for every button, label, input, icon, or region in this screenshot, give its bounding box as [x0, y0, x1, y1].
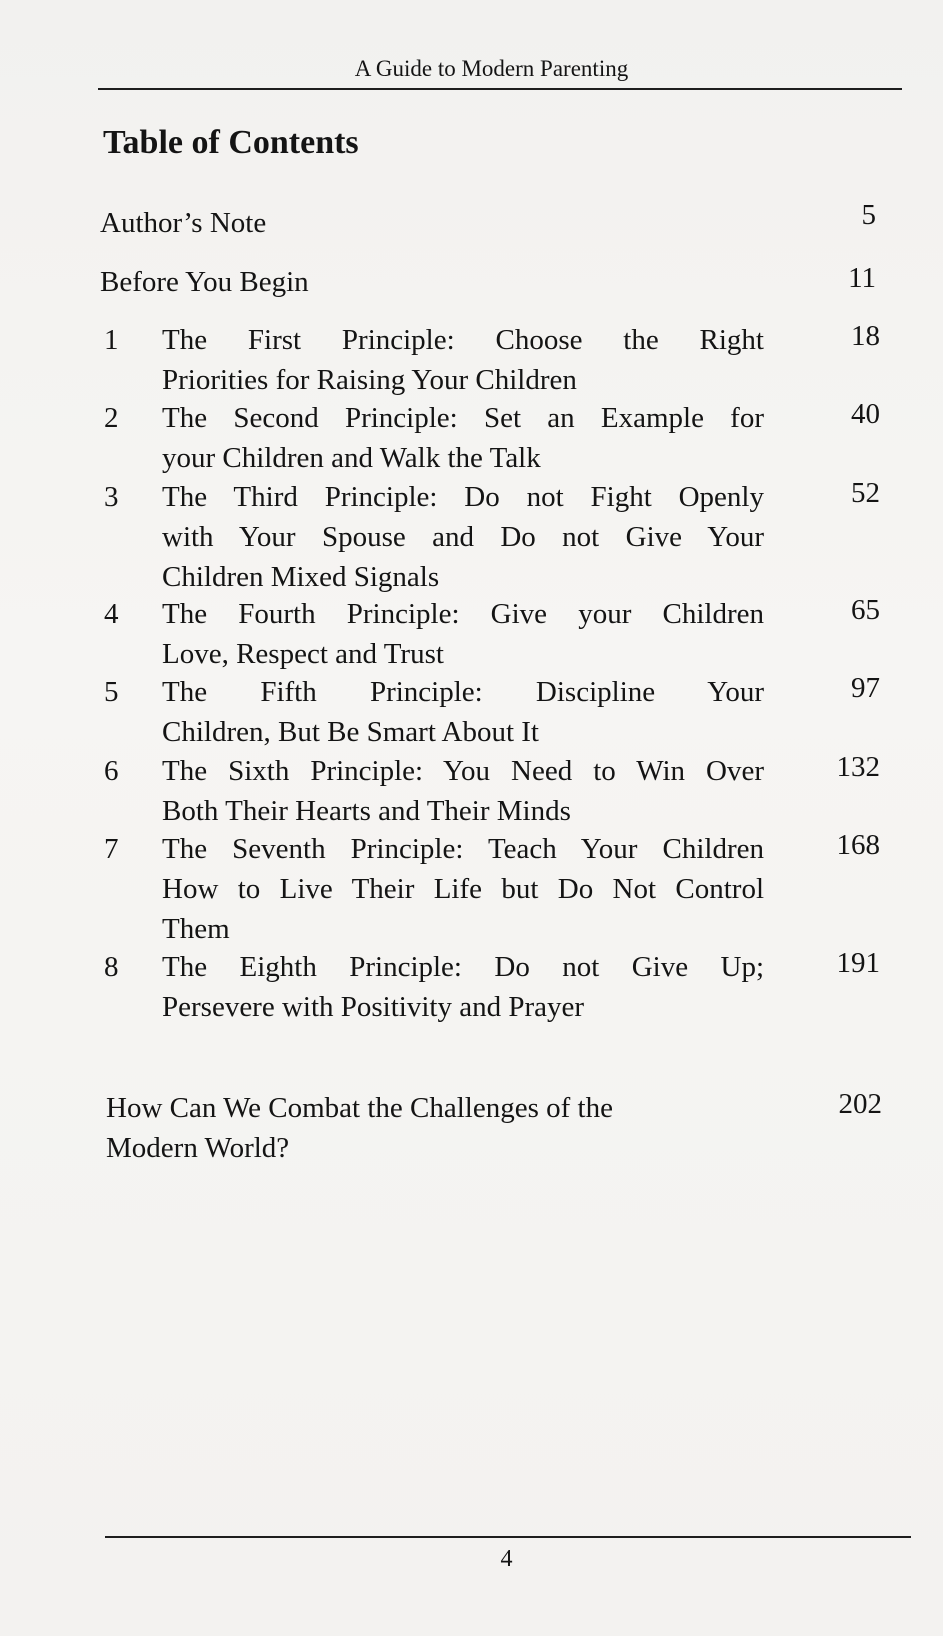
page-number: [0, 1546, 943, 1573]
toc-entry-chapter-8[interactable]: [104, 947, 884, 1027]
chapter-page: 18: [851, 320, 880, 352]
chapter-page: 168: [836, 829, 880, 861]
chapter-title-line: Priorities for Raising Your Children: [162, 364, 577, 396]
chapter-page: 52: [851, 477, 880, 509]
chapter-title-line: The Third Principle: Do not Fight Openly: [162, 481, 764, 513]
toc-entry-chapter-3[interactable]: [104, 477, 884, 597]
chapter-title-line: The Fifth Principle: Discipline Your: [162, 676, 764, 708]
chapter-number: 2: [104, 402, 119, 434]
running-head: [0, 56, 943, 82]
toc-entry-page: 5: [861, 199, 876, 231]
chapter-title: [162, 320, 764, 400]
chapter-title-line: The First Principle: Choose the Right: [162, 324, 764, 356]
toc-entry-authors-note[interactable]: [100, 199, 880, 243]
toc-entry-challenges[interactable]: [106, 1088, 886, 1168]
chapter-number: 7: [104, 833, 119, 865]
chapter-title: [162, 594, 764, 674]
running-head-text: A Guide to Modern Parenting: [354, 56, 629, 81]
chapter-number: 3: [104, 481, 119, 513]
chapter-title-line: Love, Respect and Trust: [162, 638, 444, 670]
chapter-title-line: How to Live Their Life but Do Not Control: [162, 873, 764, 905]
chapter-number: 4: [104, 598, 119, 630]
chapter-title-line: with Your Spouse and Do not Give Your: [162, 521, 764, 553]
toc-entry-title-line: Modern World?: [106, 1132, 290, 1164]
chapter-title-line: your Children and Walk the Talk: [162, 442, 541, 474]
toc-entry-chapter-6[interactable]: [104, 751, 884, 831]
toc-entry-chapter-5[interactable]: [104, 672, 884, 752]
toc-entry-title-line: How Can We Combat the Challenges of the: [106, 1092, 613, 1124]
chapter-title: [162, 398, 764, 478]
header-rule: [98, 88, 902, 90]
toc-heading: Table of Contents: [103, 124, 359, 161]
toc-entry-title: Author’s Note: [100, 207, 267, 239]
toc-entry-chapter-1[interactable]: [104, 320, 884, 400]
chapter-number: 1: [104, 324, 119, 356]
toc-entry-title: Before You Begin: [100, 266, 309, 298]
chapter-page: 191: [836, 947, 880, 979]
toc-entry-chapter-4[interactable]: [104, 594, 884, 674]
toc-entry-chapter-7[interactable]: [104, 829, 884, 949]
chapter-title-line: The Eighth Principle: Do not Give Up;: [162, 951, 764, 983]
toc-entry-title: [106, 1088, 613, 1168]
chapter-number: 8: [104, 951, 119, 983]
chapter-page: 97: [851, 672, 880, 704]
chapter-page: 40: [851, 398, 880, 430]
chapter-title-line: The Fourth Principle: Give your Children: [162, 598, 764, 630]
chapter-title: [162, 829, 764, 949]
chapter-title-line: Both Their Hearts and Their Minds: [162, 795, 571, 827]
footer-rule: [105, 1536, 911, 1538]
chapter-title: [162, 947, 764, 1027]
chapter-number: 6: [104, 755, 119, 787]
toc-entry-page: 202: [838, 1088, 882, 1120]
chapter-title-line: The Second Principle: Set an Example for: [162, 402, 764, 434]
chapter-title-line: Persevere with Positivity and Prayer: [162, 991, 585, 1023]
chapter-title-line: Children, But Be Smart About It: [162, 716, 539, 748]
chapter-title-line: Children Mixed Signals: [162, 561, 440, 593]
chapter-page: 65: [851, 594, 880, 626]
toc-entry-page: 11: [848, 262, 876, 294]
chapter-page: 132: [836, 751, 880, 783]
page-number-text: 4: [500, 1546, 513, 1572]
toc-entry-before-you-begin[interactable]: [100, 262, 880, 302]
chapter-title: [162, 672, 764, 752]
chapter-title-line: Them: [162, 913, 230, 945]
chapter-title-line: The Seventh Principle: Teach Your Children: [162, 833, 764, 865]
chapter-title: [162, 751, 764, 831]
chapter-title: [162, 477, 764, 597]
chapter-title-line: The Sixth Principle: You Need to Win Over: [162, 755, 764, 787]
toc-entry-chapter-2[interactable]: [104, 398, 884, 478]
chapter-number: 5: [104, 676, 119, 708]
